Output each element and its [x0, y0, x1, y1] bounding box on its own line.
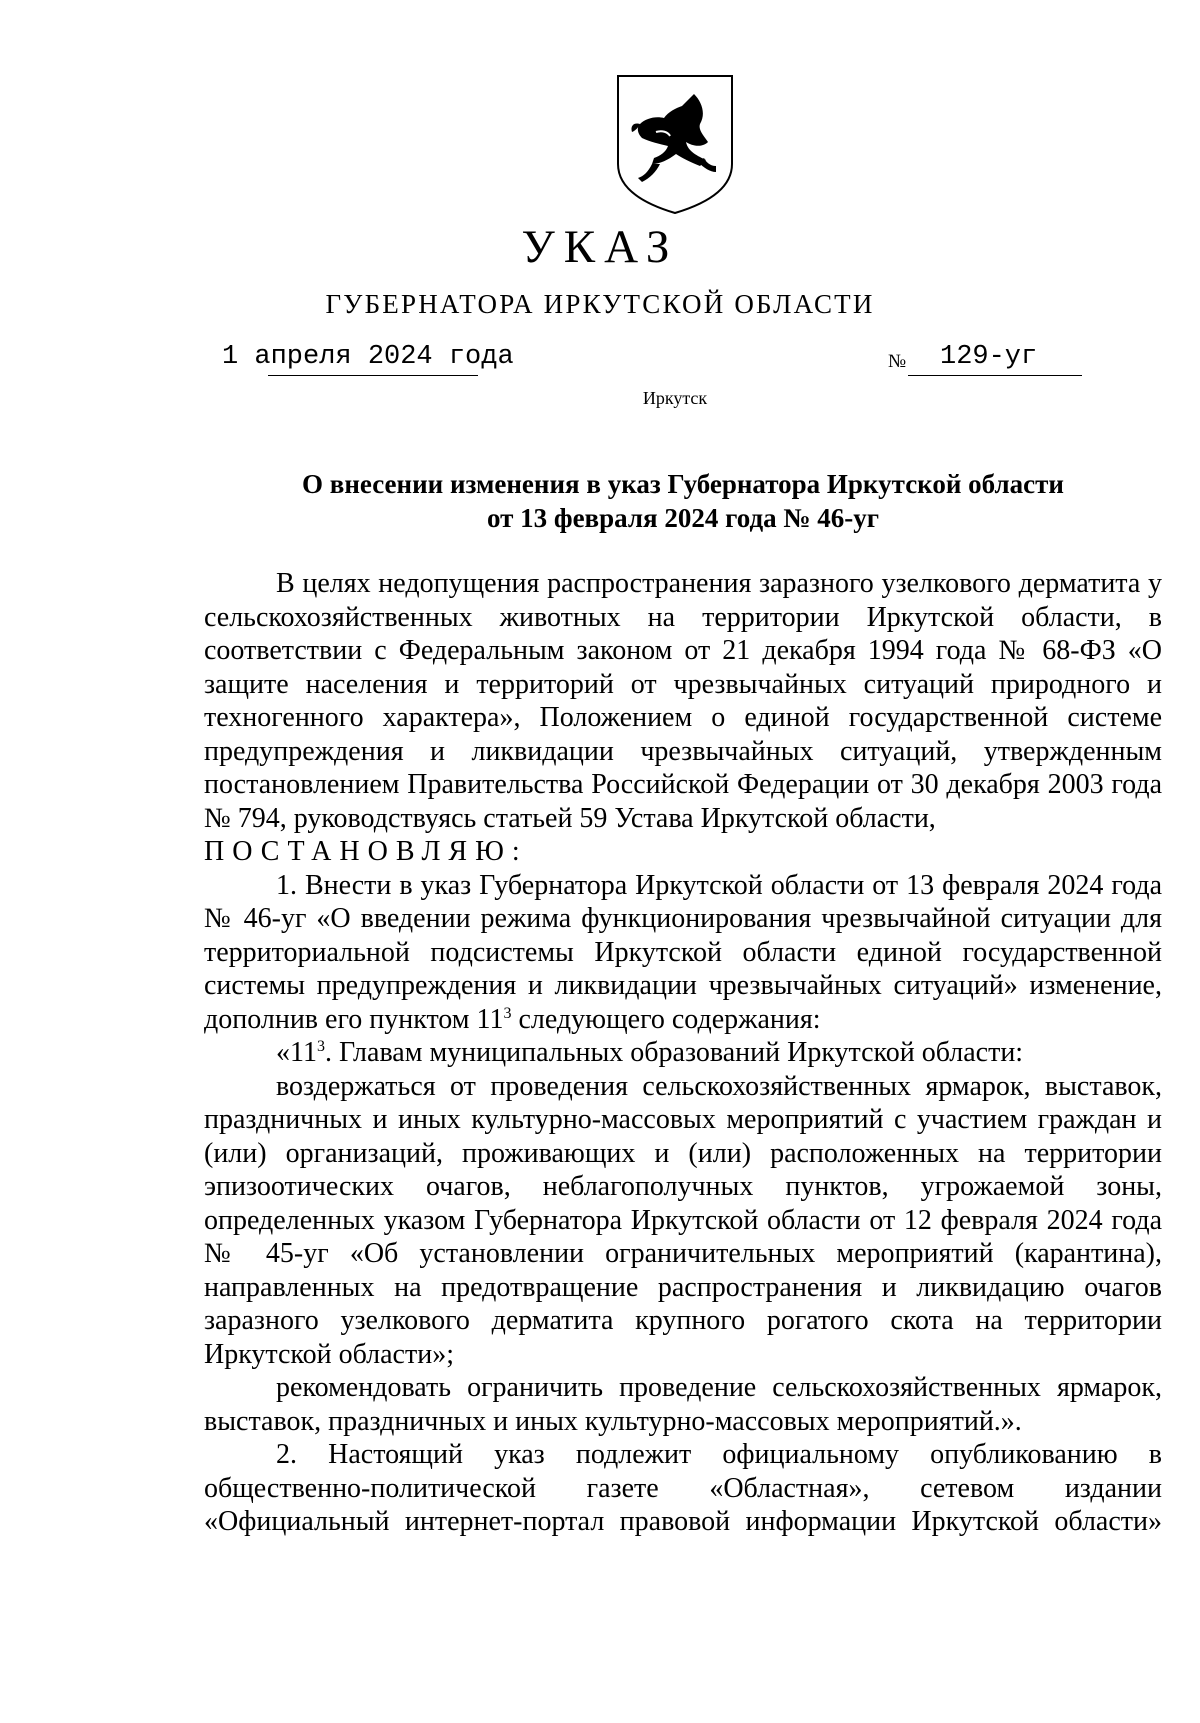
number-sign: № [888, 351, 907, 372]
date-underline [268, 375, 478, 376]
quote-heading-start: «11 [276, 1037, 317, 1068]
document-body [204, 567, 1162, 1539]
number-underline [908, 375, 1082, 376]
irkutsk-coat-of-arms-icon [612, 72, 738, 217]
document-title-line-2: от 13 февраля 2024 года № 46-уг [486, 503, 879, 533]
item-2-paragraph: 2. Настоящий указ подлежит официальному опубликованию в общественно-политической газете «Областная», сетевом издании «Официальный интернет-портал правовой информации Иркутской области» [204, 1439, 1162, 1537]
postanovlyayu-heading: ПОСТАНОВЛЯЮ: [204, 836, 528, 867]
issuer-title: ГУБЕРНАТОРА ИРКУТСКОЙ ОБЛАСТИ [325, 289, 875, 319]
item-1-superscript: 3 [503, 1004, 512, 1022]
quote-heading-text: . Главам муниципальных образований Иркутской области: [324, 1037, 1024, 1068]
item-1-text-end: следующего содержания: [511, 1003, 821, 1035]
document-type-title: УКАЗ [521, 221, 679, 273]
quote-paragraph-2: рекомендовать ограничить проведение сельскохозяйственных ярмарок, выставок, праздничных и иных культурно-массовых мероприятий.». [204, 1372, 1162, 1437]
document-title-line-1: О внесении изменения в указ Губернатора Иркутской области [302, 469, 1064, 499]
city-label: Иркутск [642, 388, 708, 408]
item-1-paragraph [204, 869, 1162, 1037]
quote-heading-paragraph [204, 1036, 1162, 1070]
document-date: 1 апреля 2024 года [222, 342, 514, 372]
preamble-paragraph: В целях недопущения распространения заразного узелкового дерматита у сельскохозяйственных животных на территории Иркутской области, в соответствии с Федеральным законом от 21 декабря 1994 года № 68-ФЗ «О защите населения и территорий от чрезвычайных ситуаций природного и техногенного характера», Положением о единой государственной системе предупреждения и ликвидации чрезвычайных ситуаций, утвержденным постановлением Правительства Российской Федерации от 30 декабря 2003 года № 794, руководствуясь статьей 59 Устава Иркутской области, [204, 568, 1162, 834]
document-title [204, 467, 1162, 535]
quote-superscript: 3 [316, 1038, 325, 1055]
quote-paragraph-1: воздержаться от проведения сельскохозяйственных ярмарок, выставок, праздничных и иных культурно-массовых мероприятий с участием граждан и (или) организаций, проживающих и (или) расположенных на территории эпизоотических очагов, неблагополучных пунктов, угрожаемой зоны, определенных указом Губернатора Иркутской области от 12 февраля 2024 года № 45-уг «Об установлении ограничительных мероприятий (карантина), направленных на предотвращение распространения и ликвидацию очагов заразного узелкового дерматита крупного рогатого скота на территории Иркутской области»; [204, 1070, 1162, 1370]
document-number: 129-уг [940, 342, 1038, 372]
item-1-text: 1. Внести в указ Губернатора Иркутской области от 13 февраля 2024 года № 46-уг «О введении режима функционирования чрезвычайной ситуации для территориальной подсистемы Иркутской области единой государственной системы предупреждения и ликвидации чрезвычайных ситуаций» изменение, дополнив его пунктом 11 [204, 869, 1162, 1035]
